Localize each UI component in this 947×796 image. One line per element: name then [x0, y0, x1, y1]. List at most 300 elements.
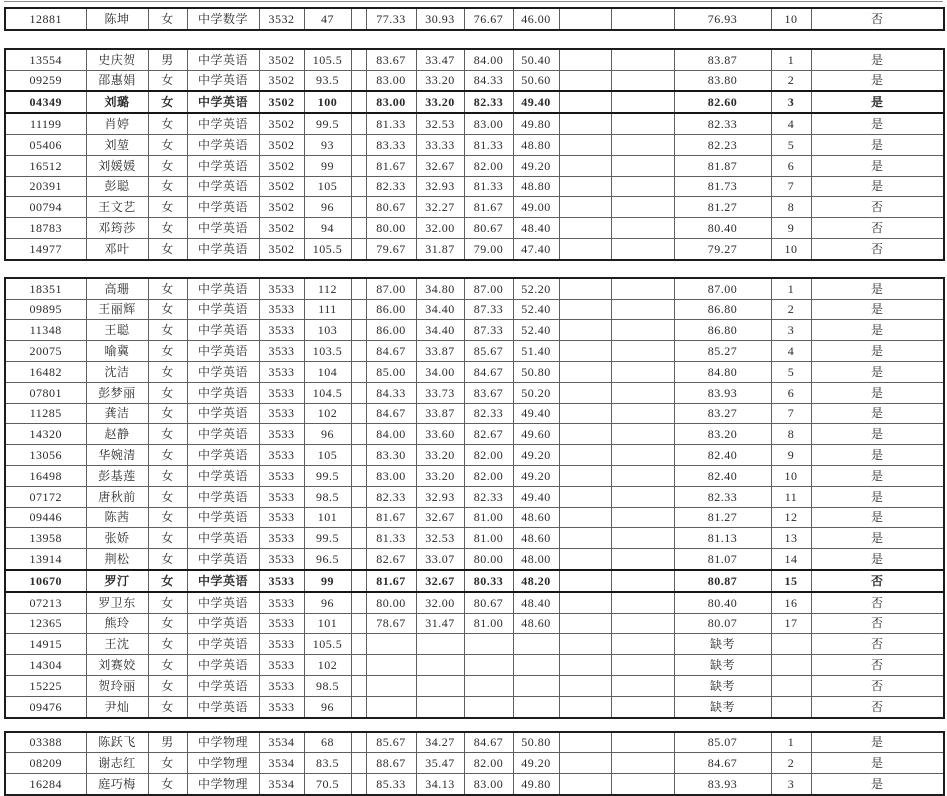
cell-blank-a — [559, 613, 611, 634]
cell-trial-teach-score: 81.00 — [464, 507, 513, 528]
cell-trial-teach-weighted: 49.20 — [513, 465, 559, 486]
cell-site-code: 3534 — [259, 774, 304, 795]
cell-name: 荆松 — [86, 549, 148, 570]
cell-rank: 11 — [771, 486, 811, 507]
cell-spacer — [351, 528, 366, 549]
cell-interview-weighted: 35.47 — [416, 753, 464, 774]
cell-written-score: 96.5 — [304, 549, 351, 570]
cell-blank-a — [559, 155, 611, 176]
cell-exam-id: 11199 — [5, 113, 86, 134]
cell-gender: 男 — [148, 732, 187, 753]
cell-total-score: 87.00 — [674, 278, 771, 299]
cell-site-code: 3533 — [259, 341, 304, 362]
cell-exam-id: 15225 — [5, 675, 86, 696]
cell-subject: 中学英语 — [187, 49, 259, 70]
cell-rank — [771, 675, 811, 696]
cell-total-score: 80.40 — [674, 592, 771, 613]
cell-blank-a — [559, 382, 611, 403]
cell-total-score: 82.33 — [674, 113, 771, 134]
cell-gender: 女 — [148, 341, 187, 362]
cell-rank: 9 — [771, 445, 811, 466]
cell-blank-b — [611, 382, 674, 403]
cell-exam-id: 09476 — [5, 696, 86, 717]
cell-exam-id: 14320 — [5, 424, 86, 445]
cell-rank: 10 — [771, 238, 811, 259]
table-row — [5, 91, 944, 113]
cell-trial-teach-weighted: 52.20 — [513, 278, 559, 299]
cell-gender: 女 — [148, 8, 187, 30]
cell-blank-b — [611, 732, 674, 753]
cell-exam-id: 14915 — [5, 634, 86, 655]
cell-subject: 中学英语 — [187, 655, 259, 676]
cell-admitted-flag: 是 — [811, 507, 944, 528]
cell-interview-score: 85.67 — [366, 732, 416, 753]
cell-blank-a — [559, 774, 611, 795]
table-row — [5, 655, 944, 676]
cell-spacer — [351, 113, 366, 134]
cell-blank-a — [559, 8, 611, 30]
cell-site-code: 3502 — [259, 91, 304, 113]
cell-interview-weighted: 33.20 — [416, 465, 464, 486]
cell-blank-a — [559, 218, 611, 239]
cell-name: 刘媛媛 — [86, 155, 148, 176]
cell-subject: 中学英语 — [187, 155, 259, 176]
cell-interview-score: 84.33 — [366, 382, 416, 403]
cell-blank-a — [559, 549, 611, 570]
cell-subject: 中学英语 — [187, 445, 259, 466]
cell-interview-score: 84.67 — [366, 403, 416, 424]
cell-rank: 3 — [771, 774, 811, 795]
cell-exam-id: 11285 — [5, 403, 86, 424]
cell-exam-id: 13914 — [5, 549, 86, 570]
cell-spacer — [351, 155, 366, 176]
cell-rank: 4 — [771, 341, 811, 362]
cell-exam-id: 18783 — [5, 218, 86, 239]
cell-trial-teach-weighted: 48.80 — [513, 134, 559, 155]
table-row — [5, 382, 944, 403]
cell-admitted-flag: 是 — [811, 732, 944, 753]
cell-subject: 中学物理 — [187, 753, 259, 774]
cell-blank-a — [559, 570, 611, 592]
table-row — [5, 528, 944, 549]
cell-blank-a — [559, 197, 611, 218]
cell-exam-id: 09259 — [5, 70, 86, 91]
cell-name: 肖婷 — [86, 113, 148, 134]
cell-trial-teach-weighted: 48.60 — [513, 613, 559, 634]
cell-blank-b — [611, 134, 674, 155]
cell-exam-id: 16498 — [5, 465, 86, 486]
cell-trial-teach-weighted: 48.40 — [513, 592, 559, 613]
cell-blank-a — [559, 238, 611, 259]
cell-blank-b — [611, 424, 674, 445]
cell-admitted-flag: 是 — [811, 361, 944, 382]
cell-trial-teach-score: 79.00 — [464, 238, 513, 259]
cell-written-score: 105.5 — [304, 49, 351, 70]
cell-interview-score: 83.00 — [366, 91, 416, 113]
cell-subject: 中学英语 — [187, 134, 259, 155]
cell-total-score: 82.23 — [674, 134, 771, 155]
cell-gender: 女 — [148, 675, 187, 696]
cell-spacer — [351, 320, 366, 341]
cell-interview-score: 82.33 — [366, 176, 416, 197]
cell-rank: 7 — [771, 403, 811, 424]
cell-gender: 女 — [148, 696, 187, 717]
cell-spacer — [351, 613, 366, 634]
cell-admitted-flag: 是 — [811, 341, 944, 362]
cell-trial-teach-score: 82.00 — [464, 753, 513, 774]
cell-site-code: 3533 — [259, 299, 304, 320]
cell-spacer — [351, 278, 366, 299]
cell-gender: 女 — [148, 176, 187, 197]
cell-rank: 14 — [771, 549, 811, 570]
cell-interview-weighted: 32.93 — [416, 486, 464, 507]
cell-rank: 2 — [771, 753, 811, 774]
cell-gender: 女 — [148, 528, 187, 549]
cell-blank-a — [559, 299, 611, 320]
cell-gender: 女 — [148, 445, 187, 466]
cell-interview-weighted: 33.60 — [416, 424, 464, 445]
cell-site-code: 3533 — [259, 320, 304, 341]
table-row — [5, 320, 944, 341]
cell-rank: 3 — [771, 91, 811, 113]
cell-blank-a — [559, 732, 611, 753]
cell-gender: 女 — [148, 403, 187, 424]
cell-subject: 中学英语 — [187, 696, 259, 717]
cell-subject: 中学英语 — [187, 486, 259, 507]
cell-gender: 女 — [148, 70, 187, 91]
cell-written-score: 112 — [304, 278, 351, 299]
cell-site-code: 3532 — [259, 8, 304, 30]
cell-blank-b — [611, 320, 674, 341]
table-row — [5, 176, 944, 197]
cell-exam-id: 14304 — [5, 655, 86, 676]
cell-admitted-flag: 是 — [811, 299, 944, 320]
cell-spacer — [351, 732, 366, 753]
cell-spacer — [351, 218, 366, 239]
cell-interview-weighted: 31.47 — [416, 613, 464, 634]
cell-written-score: 47 — [304, 8, 351, 30]
cell-name: 彭聪 — [86, 176, 148, 197]
cell-total-score: 84.67 — [674, 753, 771, 774]
cell-admitted-flag: 否 — [811, 570, 944, 592]
cell-interview-score — [366, 675, 416, 696]
cell-subject: 中学英语 — [187, 507, 259, 528]
cell-trial-teach-score — [464, 655, 513, 676]
cell-site-code: 3533 — [259, 486, 304, 507]
cell-interview-weighted: 34.27 — [416, 732, 464, 753]
cell-trial-teach-weighted — [513, 655, 559, 676]
cell-site-code: 3502 — [259, 218, 304, 239]
cell-written-score: 105 — [304, 445, 351, 466]
cell-interview-weighted: 33.20 — [416, 91, 464, 113]
cell-total-score: 80.07 — [674, 613, 771, 634]
cell-interview-score: 80.00 — [366, 218, 416, 239]
cell-rank: 13 — [771, 528, 811, 549]
cell-gender: 女 — [148, 155, 187, 176]
cell-interview-score: 83.33 — [366, 134, 416, 155]
cell-total-score: 缺考 — [674, 696, 771, 717]
cell-trial-teach-score: 80.67 — [464, 592, 513, 613]
cell-trial-teach-score: 80.33 — [464, 570, 513, 592]
cell-gender: 女 — [148, 613, 187, 634]
cell-total-score: 81.13 — [674, 528, 771, 549]
cell-blank-a — [559, 465, 611, 486]
cell-admitted-flag: 否 — [811, 634, 944, 655]
cell-total-score: 81.07 — [674, 549, 771, 570]
cell-interview-weighted: 33.73 — [416, 382, 464, 403]
table-row — [5, 197, 944, 218]
cell-written-score: 96 — [304, 424, 351, 445]
cell-site-code: 3502 — [259, 238, 304, 259]
cell-total-score: 82.40 — [674, 445, 771, 466]
cell-total-score: 81.27 — [674, 507, 771, 528]
cell-interview-score: 83.00 — [366, 70, 416, 91]
cell-total-score: 79.27 — [674, 238, 771, 259]
score-table-group-3533 — [4, 277, 945, 719]
cell-gender: 女 — [148, 592, 187, 613]
cell-admitted-flag: 是 — [811, 403, 944, 424]
cell-blank-a — [559, 176, 611, 197]
cell-subject: 中学英语 — [187, 278, 259, 299]
cell-rank: 5 — [771, 361, 811, 382]
cell-name: 陈坤 — [86, 8, 148, 30]
cell-total-score: 76.93 — [674, 8, 771, 30]
cell-spacer — [351, 570, 366, 592]
results-sheet — [0, 1, 947, 791]
cell-written-score: 101 — [304, 613, 351, 634]
cell-trial-teach-weighted: 49.20 — [513, 155, 559, 176]
cell-blank-b — [611, 8, 674, 30]
cell-spacer — [351, 49, 366, 70]
cell-blank-b — [611, 49, 674, 70]
cell-trial-teach-weighted: 49.40 — [513, 403, 559, 424]
cell-interview-weighted: 32.00 — [416, 218, 464, 239]
cell-gender: 男 — [148, 49, 187, 70]
cell-spacer — [351, 91, 366, 113]
table-row — [5, 486, 944, 507]
cell-interview-weighted: 33.87 — [416, 403, 464, 424]
cell-total-score: 83.27 — [674, 403, 771, 424]
cell-name: 沈洁 — [86, 361, 148, 382]
cell-interview-weighted — [416, 634, 464, 655]
cell-interview-score — [366, 634, 416, 655]
cell-interview-weighted: 32.67 — [416, 570, 464, 592]
table-row — [5, 134, 944, 155]
cell-name: 陈跃飞 — [86, 732, 148, 753]
cell-trial-teach-score: 87.00 — [464, 278, 513, 299]
cell-gender: 女 — [148, 486, 187, 507]
cell-name: 王沈 — [86, 634, 148, 655]
table-row — [5, 445, 944, 466]
cell-written-score: 93.5 — [304, 70, 351, 91]
cell-written-score: 104 — [304, 361, 351, 382]
cell-subject: 中学物理 — [187, 774, 259, 795]
cell-site-code: 3533 — [259, 424, 304, 445]
cell-trial-teach-score: 82.33 — [464, 486, 513, 507]
cell-blank-a — [559, 675, 611, 696]
cell-subject: 中学英语 — [187, 613, 259, 634]
cell-interview-weighted: 34.80 — [416, 278, 464, 299]
cell-written-score: 99.5 — [304, 528, 351, 549]
cell-written-score: 98.5 — [304, 675, 351, 696]
cell-total-score: 83.93 — [674, 774, 771, 795]
cell-written-score: 103.5 — [304, 341, 351, 362]
cell-admitted-flag: 否 — [811, 238, 944, 259]
cell-interview-score: 83.30 — [366, 445, 416, 466]
cell-blank-a — [559, 592, 611, 613]
cell-trial-teach-weighted: 50.60 — [513, 70, 559, 91]
cell-total-score: 缺考 — [674, 634, 771, 655]
cell-trial-teach-score: 80.67 — [464, 218, 513, 239]
table-row — [5, 155, 944, 176]
cell-spacer — [351, 197, 366, 218]
cell-total-score: 缺考 — [674, 675, 771, 696]
cell-gender: 女 — [148, 774, 187, 795]
cell-spacer — [351, 8, 366, 30]
cell-subject: 中学英语 — [187, 361, 259, 382]
cell-admitted-flag: 是 — [811, 486, 944, 507]
cell-trial-teach-score: 84.67 — [464, 361, 513, 382]
cell-interview-score: 87.00 — [366, 278, 416, 299]
cell-spacer — [351, 675, 366, 696]
cell-trial-teach-score: 80.00 — [464, 549, 513, 570]
cell-spacer — [351, 299, 366, 320]
cell-name: 华婉清 — [86, 445, 148, 466]
score-table-group-3502 — [4, 48, 945, 261]
cell-subject: 中学英语 — [187, 176, 259, 197]
cell-exam-id: 03388 — [5, 732, 86, 753]
cell-interview-score: 86.00 — [366, 320, 416, 341]
cell-subject: 中学英语 — [187, 570, 259, 592]
cell-written-score: 68 — [304, 732, 351, 753]
cell-trial-teach-weighted: 50.20 — [513, 382, 559, 403]
cell-subject: 中学物理 — [187, 732, 259, 753]
cell-name: 熊玲 — [86, 613, 148, 634]
cell-spacer — [351, 465, 366, 486]
cell-rank: 1 — [771, 278, 811, 299]
cell-spacer — [351, 424, 366, 445]
cell-interview-weighted: 32.67 — [416, 507, 464, 528]
cell-total-score: 82.60 — [674, 91, 771, 113]
cell-rank: 5 — [771, 134, 811, 155]
cell-rank: 17 — [771, 613, 811, 634]
cell-gender: 女 — [148, 655, 187, 676]
cell-site-code: 3502 — [259, 113, 304, 134]
cell-trial-teach-score: 84.33 — [464, 70, 513, 91]
cell-blank-a — [559, 696, 611, 717]
cell-spacer — [351, 134, 366, 155]
cell-blank-b — [611, 218, 674, 239]
cell-subject: 中学英语 — [187, 341, 259, 362]
cell-written-score: 100 — [304, 91, 351, 113]
cell-written-score: 105 — [304, 176, 351, 197]
cell-rank: 7 — [771, 176, 811, 197]
cell-trial-teach-score: 82.00 — [464, 445, 513, 466]
cell-trial-teach-score: 81.00 — [464, 613, 513, 634]
cell-blank-b — [611, 486, 674, 507]
cell-gender: 女 — [148, 238, 187, 259]
cell-name: 张娇 — [86, 528, 148, 549]
cell-spacer — [351, 238, 366, 259]
cell-interview-weighted: 33.07 — [416, 549, 464, 570]
cell-exam-id: 04349 — [5, 91, 86, 113]
cell-written-score: 94 — [304, 218, 351, 239]
score-table-group-3534 — [4, 731, 945, 796]
cell-trial-teach-weighted: 49.80 — [513, 113, 559, 134]
cell-written-score: 96 — [304, 197, 351, 218]
cell-gender: 女 — [148, 361, 187, 382]
cell-rank: 1 — [771, 49, 811, 70]
cell-trial-teach-score: 76.67 — [464, 8, 513, 30]
cell-name: 彭基莲 — [86, 465, 148, 486]
cell-interview-score — [366, 655, 416, 676]
cell-blank-b — [611, 155, 674, 176]
cell-interview-score: 79.67 — [366, 238, 416, 259]
cell-interview-weighted: 32.00 — [416, 592, 464, 613]
cell-total-score: 82.33 — [674, 486, 771, 507]
cell-rank — [771, 655, 811, 676]
cell-site-code: 3533 — [259, 613, 304, 634]
cell-written-score: 103 — [304, 320, 351, 341]
cell-written-score: 70.5 — [304, 774, 351, 795]
cell-trial-teach-score: 84.00 — [464, 49, 513, 70]
cell-interview-score: 78.67 — [366, 613, 416, 634]
cell-blank-a — [559, 320, 611, 341]
cell-blank-a — [559, 753, 611, 774]
cell-name: 刘堃 — [86, 134, 148, 155]
cell-name: 邵惠娟 — [86, 70, 148, 91]
cell-site-code: 3533 — [259, 696, 304, 717]
cell-written-score: 83.5 — [304, 753, 351, 774]
cell-rank: 8 — [771, 197, 811, 218]
cell-site-code: 3533 — [259, 634, 304, 655]
cell-name: 王文艺 — [86, 197, 148, 218]
cell-trial-teach-score: 87.33 — [464, 299, 513, 320]
cell-blank-b — [611, 634, 674, 655]
cell-trial-teach-weighted: 49.00 — [513, 197, 559, 218]
cell-trial-teach-weighted — [513, 675, 559, 696]
cell-rank: 6 — [771, 155, 811, 176]
cell-blank-a — [559, 341, 611, 362]
table-row — [5, 592, 944, 613]
cell-trial-teach-weighted: 48.60 — [513, 507, 559, 528]
cell-exam-id: 11348 — [5, 320, 86, 341]
cell-subject: 中学英语 — [187, 549, 259, 570]
cell-site-code: 3533 — [259, 570, 304, 592]
cell-site-code: 3533 — [259, 403, 304, 424]
cell-trial-teach-weighted: 49.20 — [513, 445, 559, 466]
cell-admitted-flag: 是 — [811, 382, 944, 403]
table-row — [5, 613, 944, 634]
cell-gender: 女 — [148, 634, 187, 655]
cell-trial-teach-weighted: 52.40 — [513, 320, 559, 341]
cell-trial-teach-score — [464, 634, 513, 655]
cell-rank: 2 — [771, 70, 811, 91]
cell-name: 喻冀 — [86, 341, 148, 362]
cell-site-code: 3534 — [259, 732, 304, 753]
cell-total-score: 83.87 — [674, 49, 771, 70]
cell-gender: 女 — [148, 570, 187, 592]
cell-subject: 中学英语 — [187, 424, 259, 445]
cell-site-code: 3502 — [259, 70, 304, 91]
cell-interview-score: 80.67 — [366, 197, 416, 218]
cell-admitted-flag: 是 — [811, 465, 944, 486]
table-row — [5, 753, 944, 774]
cell-exam-id: 14977 — [5, 238, 86, 259]
cell-rank — [771, 696, 811, 717]
cell-admitted-flag: 是 — [811, 320, 944, 341]
cell-spacer — [351, 70, 366, 91]
